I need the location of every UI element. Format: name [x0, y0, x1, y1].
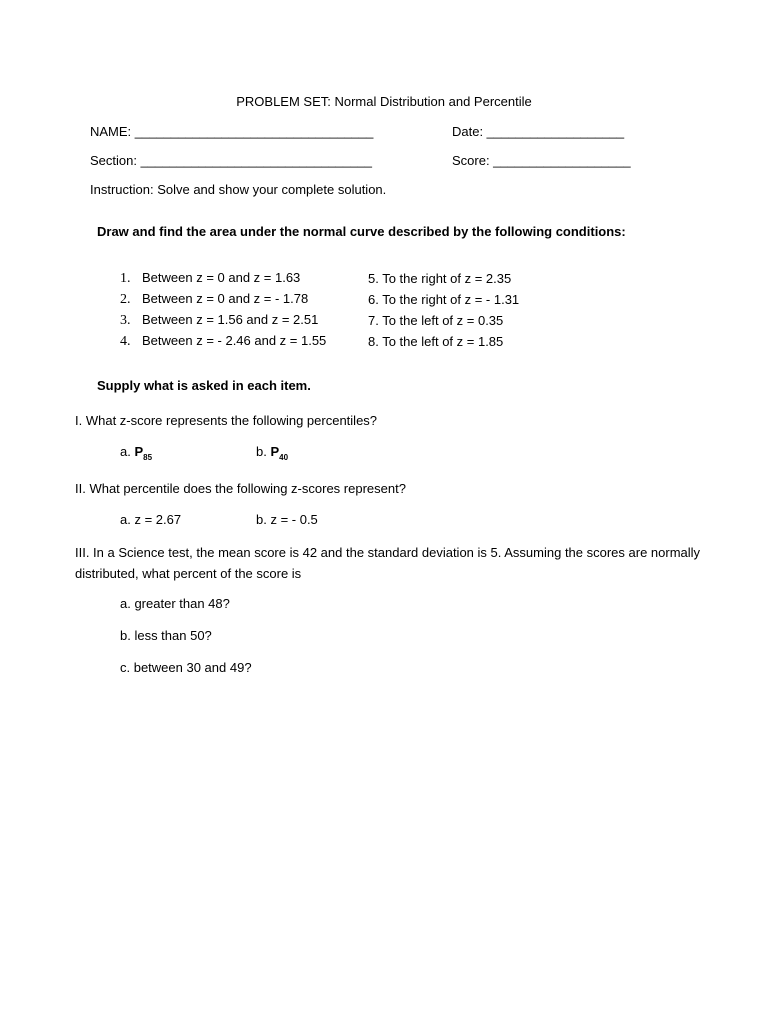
- date-field: Date: ___________________: [452, 124, 625, 139]
- list-item: [120, 270, 300, 287]
- percentile-subscript: 85: [143, 453, 153, 462]
- answer-option-a: a. greater than 48?: [120, 596, 230, 611]
- part-two-heading: Supply what is asked in each item.: [97, 378, 311, 393]
- option-prefix: b.: [256, 444, 271, 459]
- list-item: 7. To the left of z = 0.35: [368, 313, 504, 328]
- list-item: [120, 333, 326, 350]
- instruction-text: Instruction: Solve and show your complete solution.: [90, 182, 387, 197]
- list-text: Between z = 0 and z = - 1.78: [142, 291, 309, 306]
- list-item: [120, 291, 308, 308]
- list-text: Between z = 0 and z = 1.63: [142, 270, 301, 285]
- list-item: 5. To the right of z = 2.35: [368, 271, 512, 286]
- list-number: 2.: [120, 292, 131, 307]
- list-number: 1.: [120, 271, 131, 286]
- name-field: NAME: _________________________________: [90, 124, 374, 139]
- list-item: [120, 312, 318, 329]
- answer-option-a: a. z = 2.67: [120, 512, 182, 527]
- answer-option-b: [256, 444, 288, 462]
- part-one-heading: Draw and find the area under the normal curve described by the following conditions:: [97, 224, 626, 239]
- list-item: 8. To the left of z = 1.85: [368, 334, 504, 349]
- list-text: Between z = - 2.46 and z = 1.55: [142, 333, 327, 348]
- page-title: PROBLEM SET: Normal Distribution and Percentile: [236, 94, 532, 109]
- list-text: Between z = 1.56 and z = 2.51: [142, 312, 319, 327]
- option-prefix: a.: [120, 444, 135, 459]
- list-number: 3.: [120, 313, 131, 328]
- percentile-subscript: 40: [279, 453, 289, 462]
- answer-option-b: b. z = - 0.5: [256, 512, 318, 527]
- list-number: 4.: [120, 334, 131, 349]
- question-two: II. What percentile does the following z-scores represent?: [75, 481, 406, 496]
- section-field: Section: ________________________________: [90, 153, 372, 168]
- list-item: 6. To the right of z = - 1.31: [368, 292, 520, 307]
- answer-option-c: c. between 30 and 49?: [120, 660, 252, 675]
- percentile-symbol: P: [270, 444, 280, 459]
- question-one: I. What z-score represents the following percentiles?: [75, 413, 378, 428]
- answer-option-a: [120, 444, 152, 462]
- question-three: III. In a Science test, the mean score is 42 and the standard deviation is 5. Assuming the scores are normally distributed, what percent of the score is: [75, 545, 701, 581]
- percentile-symbol: P: [134, 444, 144, 459]
- score-field: Score: ___________________: [452, 153, 631, 168]
- answer-option-b: b. less than 50?: [120, 628, 212, 643]
